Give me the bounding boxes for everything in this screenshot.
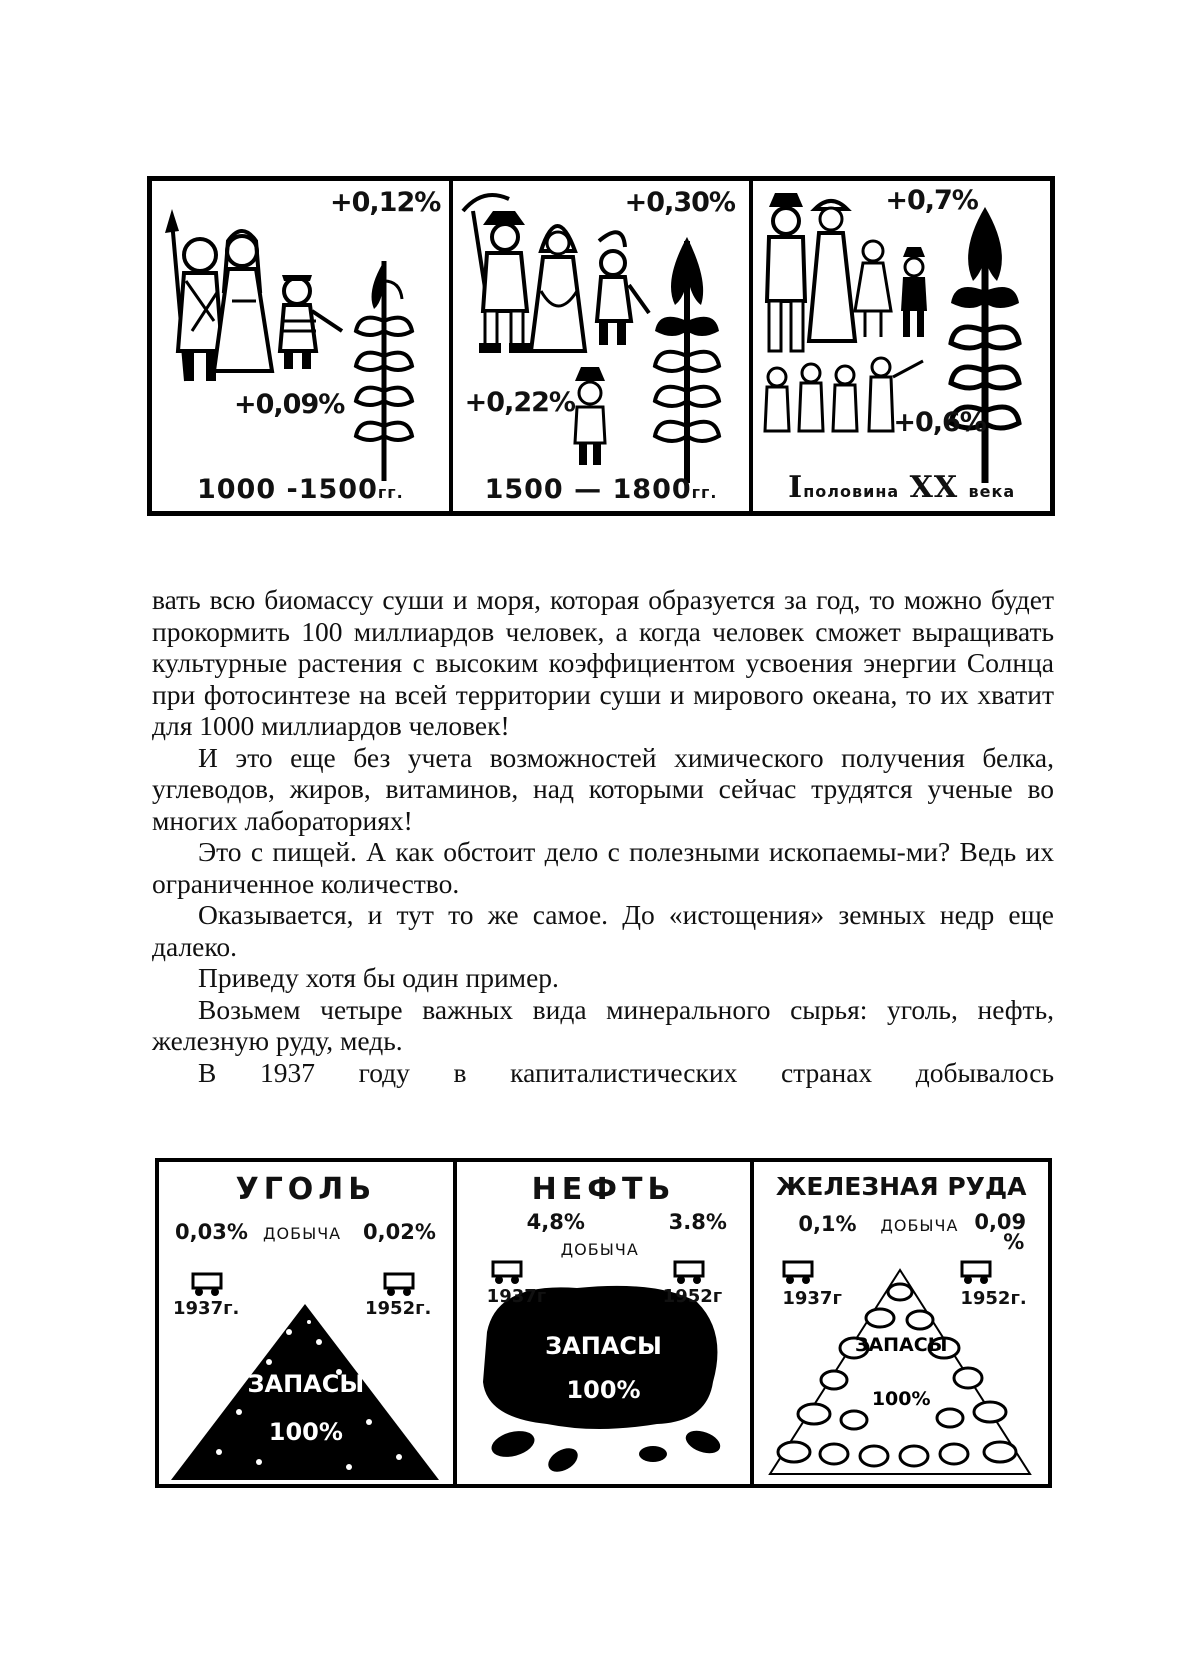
period-panel-1500-1800 xyxy=(453,181,754,511)
reserves-value: 100% xyxy=(566,1376,641,1404)
mine-cart-icon xyxy=(385,1274,413,1296)
oil-panel xyxy=(457,1162,755,1484)
reserves-label: ЗАПАСЫ xyxy=(247,1370,365,1398)
mining-percent-1937: 0,1% xyxy=(798,1212,857,1236)
iron-ore-panel xyxy=(754,1162,1048,1484)
mining-percent-1952: 0,02% xyxy=(363,1220,436,1244)
lower-growth-percent: +0,22% xyxy=(464,387,575,418)
mineral-reserves-figure xyxy=(155,1158,1052,1488)
mining-label: ДОБЫЧА xyxy=(263,1224,342,1243)
reserves-value: 100% xyxy=(871,1388,931,1410)
body-text xyxy=(152,584,1054,1088)
mining-percent-1937: 0,03% xyxy=(175,1220,248,1244)
paragraph: вать всю биомассу суши и моря, которая образуется за год, то можно будет прокормить 100 миллиардов человек, а когда человек сможет выращивать культурные растения с высоким коэффициентом усвоения энергии Солнца при фотосинтезе на всей территории суши и мирового океана, то их хватит для 1000 миллиардов человек! xyxy=(152,584,1054,741)
paragraph: Приведу хотя бы один пример. xyxy=(198,962,559,993)
mine-cart-icon xyxy=(784,1262,812,1284)
year-1937: 1937г xyxy=(486,1286,547,1307)
period-panel-20th-century xyxy=(753,181,1050,511)
mine-cart-icon xyxy=(193,1274,221,1296)
year-1952: 1952г xyxy=(662,1286,723,1307)
mining-percent-1937: 4,8% xyxy=(526,1210,585,1234)
paragraph: Это с пищей. А как обстоит дело с полезными ископаемы-ми? Ведь их ограниченное количество. xyxy=(152,836,1054,899)
mining-label: ДОБЫЧА xyxy=(560,1240,639,1259)
reserves-label: ЗАПАСЫ xyxy=(545,1332,662,1360)
upper-growth-percent: +0,7% xyxy=(885,185,978,216)
mineral-name: УГОЛЬ xyxy=(235,1172,377,1207)
mining-percent-1952: 3.8% xyxy=(668,1210,727,1234)
year-1952: 1952г. xyxy=(960,1288,1027,1309)
year-1937: 1937г. xyxy=(173,1298,240,1319)
paragraph: И это еще без учета возможностей химического получения белка, углеводов, жиров, витаминов, над которыми сейчас трудятся ученые во многих лабораториях! xyxy=(152,741,1054,836)
period-label: 1000 -1500гг. xyxy=(196,474,404,505)
lower-growth-percent: +0,6% xyxy=(893,407,986,438)
year-1952: 1952г. xyxy=(365,1298,432,1319)
mining-percent-1952: 0,09 % xyxy=(974,1210,1027,1254)
paragraph: Оказывается, и тут то же самое. До «истощения» земных недр еще далеко. xyxy=(152,899,1054,962)
lower-growth-percent: +0,09% xyxy=(234,389,345,420)
mineral-name: ЖЕЛЕЗНАЯ РУДА xyxy=(775,1172,1027,1201)
upper-growth-percent: +0,30% xyxy=(624,187,735,218)
population-growth-figure xyxy=(147,176,1055,516)
medieval-people-illustration xyxy=(152,181,441,511)
mining-label: ДОБЫЧА xyxy=(880,1216,959,1235)
mine-cart-icon xyxy=(493,1262,521,1284)
paragraph: Возьмем четыре важных вида минерального сырья: уголь, нефть, железную руду, медь. xyxy=(152,993,1054,1056)
period-panel-1000-1500 xyxy=(152,181,453,511)
paragraph: В 1937 году в капиталистических странах добывалось xyxy=(198,1056,1054,1088)
modern-people-illustration xyxy=(753,181,1039,511)
period-label: 1500 — 1800гг. xyxy=(484,474,718,505)
reserves-value: 100% xyxy=(268,1418,343,1446)
mine-cart-icon xyxy=(962,1262,990,1284)
mine-cart-icon xyxy=(675,1262,703,1284)
period-label: Iполовина XX века xyxy=(788,470,1016,505)
coal-panel xyxy=(159,1162,457,1484)
upper-growth-percent: +0,12% xyxy=(330,187,441,218)
reserves-label: ЗАПАСЫ xyxy=(854,1334,948,1356)
renaissance-people-illustration xyxy=(453,181,739,511)
mineral-name: НЕФТЬ xyxy=(531,1172,676,1207)
year-1937: 1937г xyxy=(782,1288,842,1309)
